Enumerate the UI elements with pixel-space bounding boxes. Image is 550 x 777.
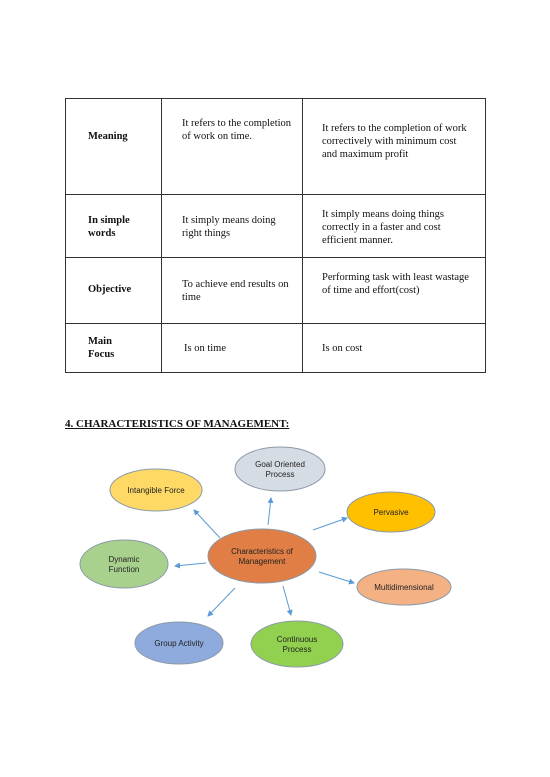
- col2-text: Is on cost: [322, 343, 363, 354]
- node-multidimensional: [357, 569, 451, 605]
- connector-arrow: [175, 563, 206, 566]
- connector-arrow: [319, 572, 354, 583]
- row-label: In simple words: [88, 215, 130, 239]
- node-label: Characteristics of: [231, 547, 293, 556]
- node-ellipse: [251, 621, 343, 667]
- node-goal-oriented-process: [235, 447, 325, 491]
- node-ellipse: [235, 447, 325, 491]
- node-intangible-force: [110, 469, 202, 511]
- connector-arrow: [208, 588, 235, 616]
- node-label: Process: [282, 645, 312, 654]
- col2-text: It refers to the completion of work correctively with minimum cost and maximum profit: [322, 123, 467, 160]
- node-label: Pervasive: [373, 508, 409, 517]
- node-dynamic-function: [80, 540, 168, 588]
- connector-arrow: [268, 498, 271, 525]
- node-label: Continuous: [276, 635, 318, 644]
- col1-text: It refers to the completion of work on time.: [182, 118, 292, 142]
- node-group-activity: [135, 622, 223, 664]
- col2-text: It simply means doing things correctly in a faster and cost efficient manner.: [322, 209, 444, 246]
- node-label: Dynamic: [108, 555, 140, 564]
- node-label: Process: [265, 470, 295, 479]
- connector-arrow: [194, 510, 220, 538]
- node-label: Function: [108, 565, 140, 574]
- node-label: Multidimensional: [374, 583, 434, 592]
- section-heading: 4. CHARACTERISTICS OF MANAGEMENT:: [65, 418, 290, 430]
- node-label: Intangible Force: [127, 486, 185, 495]
- col2-text: Performing task with least wastage of time and effort(cost): [322, 272, 469, 296]
- connector-arrow: [313, 518, 347, 530]
- col1-text: It simply means doing right things: [182, 215, 276, 239]
- connector-arrow: [283, 586, 291, 615]
- node-label: Group Activity: [154, 639, 204, 648]
- row-label: Objective: [88, 284, 132, 295]
- node-ellipse: [80, 540, 168, 588]
- row-label: Meaning: [88, 131, 128, 142]
- col1-text: To achieve end results on time: [182, 279, 289, 303]
- row-label: Main Focus: [88, 336, 115, 360]
- node-center: [208, 529, 316, 583]
- node-pervasive: [347, 492, 435, 532]
- col1-text: Is on time: [184, 343, 226, 354]
- node-label: Goal Oriented: [255, 460, 305, 469]
- node-label: Management: [238, 557, 286, 566]
- node-ellipse: [208, 529, 316, 583]
- node-continuous-process: [251, 621, 343, 667]
